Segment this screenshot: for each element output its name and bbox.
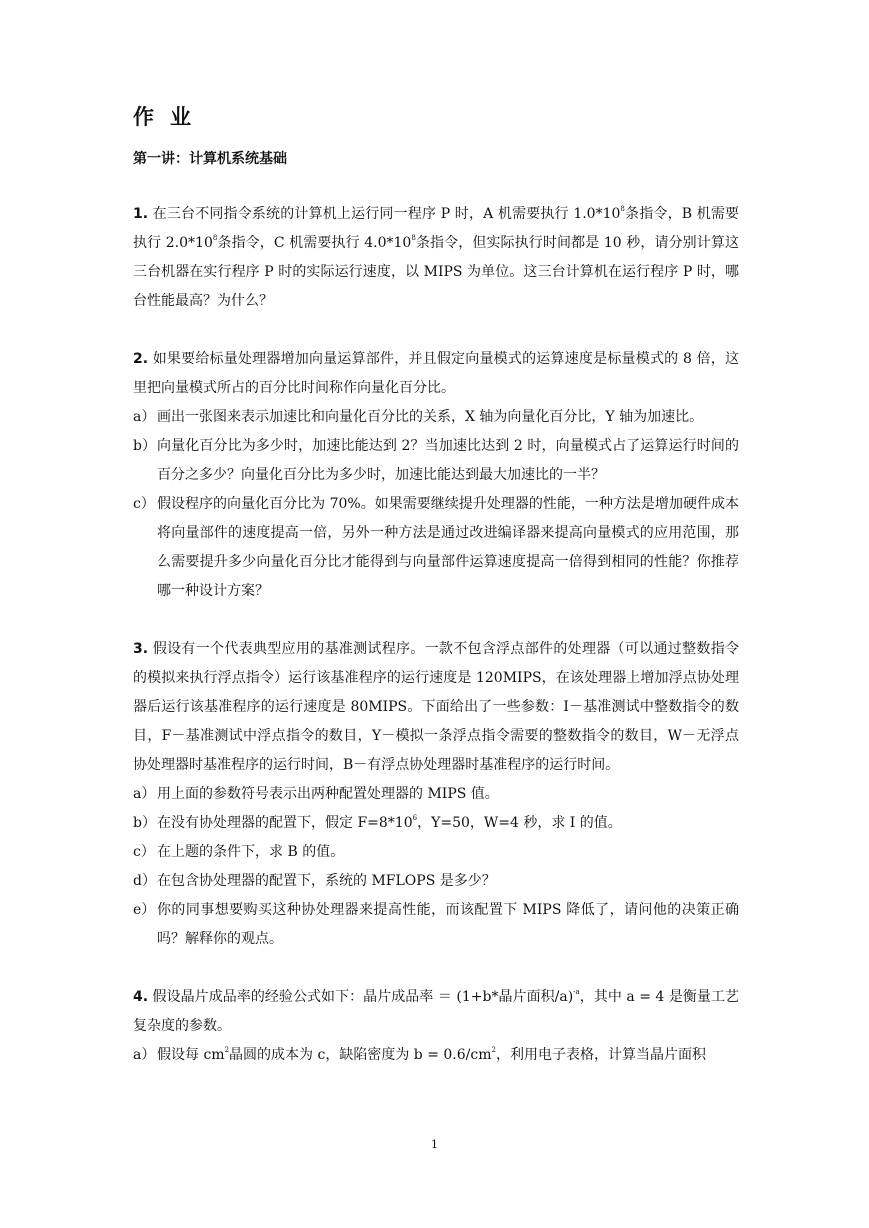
sub-question	[133, 780, 739, 809]
question-text: 在没有协处理器的配置下，假定 F=8*10	[157, 815, 413, 831]
sub-question	[133, 490, 739, 606]
question-2	[133, 345, 739, 403]
sub-question	[133, 1041, 739, 1070]
sub-question	[133, 896, 739, 954]
sub-question-text	[157, 809, 739, 838]
title-char-2: 业	[170, 105, 193, 129]
question-text: 晶圆的成本为 c，缺陷密度为 b = 0.6/cm	[229, 1047, 492, 1063]
question-text: 假设每 cm	[157, 1047, 225, 1063]
sub-question-label: a）	[133, 1047, 156, 1063]
question-text: 假设有一个代表典型应用的基准测试程序。一款不包含浮点部件的处理器（可以通过整数指令的模拟来执行浮点指令）运行该基准程序的运行速度是 120MIPS，在该处理器上增加浮点协处理器后运行该基准程序的运行速度是 80MIPS。下面给出了一些参数：I－基准测试中整数指令的数目，F－基准测试中浮点指令的数目，Y－模拟一条浮点指令需要的整数指令的数目，W－无浮点协处理器时基准程序的运行时间，B－有浮点协处理器时基准程序的运行时间。	[133, 641, 739, 773]
sub-question-label: b）	[133, 438, 156, 454]
sub-question-text: 用上面的参数符号表示出两种配置处理器的 MIPS 值。	[157, 786, 499, 802]
question-text: 在三台不同指令系统的计算机上运行同一程序 P 时，A 机需要执行 1.0*10	[148, 206, 621, 222]
question-number: 4.	[133, 989, 149, 1005]
question-text: 如果要给标量处理器增加向量运算部件，并且假定向量模式的运算速度是标量模式的 8 倍，这里把向量模式所占的百分比时间称作向量化百分比。	[133, 351, 739, 396]
spacer	[133, 316, 739, 345]
question-number: 3.	[133, 641, 149, 657]
sub-question	[133, 403, 739, 432]
question-number: 2.	[133, 351, 149, 367]
exponent: -a	[573, 988, 580, 996]
sub-question-label: d）	[133, 873, 156, 889]
spacer	[133, 954, 739, 983]
question-text: 假设晶片成品率的经验公式如下：晶片成品率 ＝ (1+b*晶片面积/a)	[148, 989, 574, 1005]
sub-question-text: 画出一张图来表示加速比和向量化百分比的关系，X 轴为向量化百分比，Y 轴为加速比。	[157, 409, 704, 425]
question-text: 条指令，但实际执行时间都是 10 秒，请分别计算这三台机器在实行程序 P 时的实际运行速度，以 MIPS 为单位。这三台计算机在运行程序 P 时，哪台性能最高？为什么？	[133, 235, 739, 309]
title-char-1: 作	[133, 105, 156, 129]
sub-question-label: b）	[133, 815, 156, 831]
spacer	[133, 606, 739, 635]
question-number: 1.	[133, 206, 149, 222]
sub-question-text: 假设程序的向量化百分比为 70%。如果需要继续提升处理器的性能，一种方法是增加硬件成本将向量部件的速度提高一倍，另外一种方法是通过改进编译器来提高向量模式的应用范围，那么需要提升多少向量化百分比才能得到与向量部件运算速度提高一倍得到相同的性能？你推荐哪一种设计方案？	[157, 496, 739, 599]
exponent: 8	[620, 205, 625, 213]
sub-question-text: 向量化百分比为多少时，加速比能达到 2？当加速比达到 2 时，向量模式占了运算运行时间的百分之多少？向量化百分比为多少时，加速比能达到最大加速比的一半？	[157, 438, 739, 483]
sub-question-label: a）	[133, 409, 156, 425]
question-4	[133, 983, 739, 1041]
sub-question	[133, 838, 739, 867]
exponent: 2	[491, 1046, 496, 1054]
sub-question-label: c）	[133, 844, 155, 860]
sub-question-label: e）	[133, 902, 156, 918]
sub-question	[133, 432, 739, 490]
exponent: 8	[212, 234, 218, 242]
question-text: 条指令，B 机需要执行 2.0*10	[133, 206, 740, 251]
sub-question-label: c）	[133, 496, 155, 512]
sub-question	[133, 867, 739, 896]
sub-question	[133, 809, 739, 838]
question-3	[133, 635, 739, 780]
page-title	[133, 101, 193, 131]
exponent: 6	[412, 814, 418, 822]
question-text: ，其中 a = 4 是衡量工艺复杂度的参数。	[133, 989, 739, 1034]
assignment-body	[133, 200, 739, 1070]
sub-question-text	[157, 1041, 739, 1070]
sub-question-text: 在上题的条件下，求 B 的值。	[157, 844, 345, 860]
question-text: 条指令，C 机需要执行 4.0*10	[217, 235, 412, 251]
sub-question-text: 你的同事想要购买这种协处理器来提高性能，而该配置下 MIPS 降低了，请问他的决策正确吗？解释你的观点。	[157, 902, 739, 947]
question-text: ，Y=50，W=4 秒，求 I 的值。	[417, 815, 622, 831]
exponent: 8	[411, 234, 416, 242]
question-1	[133, 200, 739, 316]
exponent: 2	[224, 1046, 230, 1054]
sub-question-text: 在包含协处理器的配置下，系统的 MFLOPS 是多少？	[157, 873, 496, 889]
sub-question-label: a）	[133, 786, 156, 802]
page-number: 1	[431, 1138, 438, 1151]
question-text: ，利用电子表格，计算当晶片面积	[495, 1047, 706, 1063]
lecture-heading: 第一讲：计算机系统基础	[133, 151, 287, 167]
